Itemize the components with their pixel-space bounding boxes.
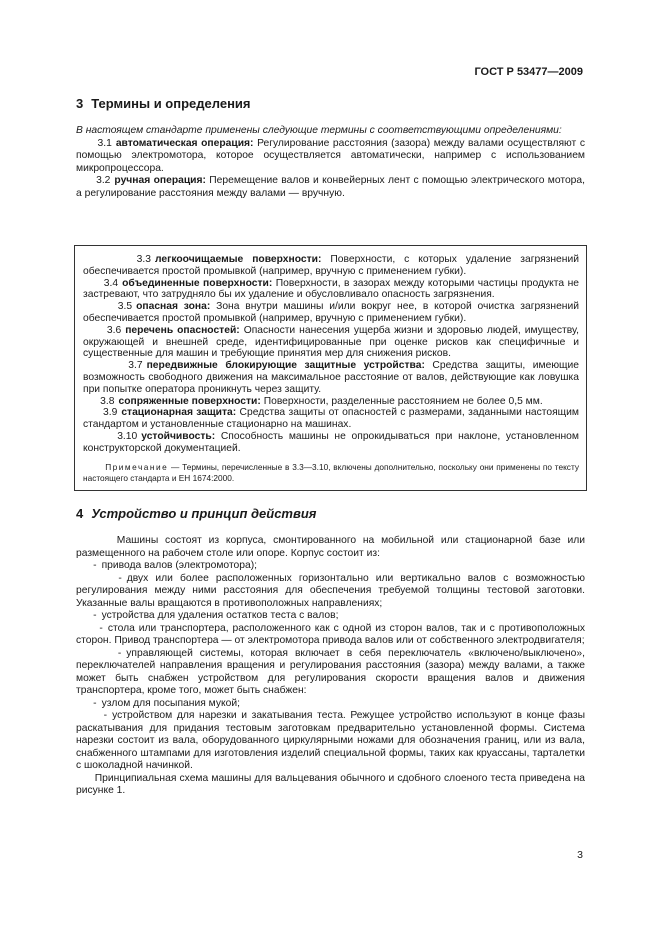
closing-text: Принципиальная схема машины для вальцевания обычного и сдобного слоеного теста приведена на рисунке 1.	[76, 772, 585, 796]
list-item: - двух или более расположенных горизонтально или вертикально валов с возможностью регулирования между ними расстояния для обеспечения требуемой толщины тестовой заготовки. Указанные валы вращаются в противоположных направлениях;	[76, 572, 586, 609]
term-number: 3.9	[102, 407, 118, 419]
document-id: ГОСТ Р 53477—2009	[474, 66, 583, 78]
term-name: перечень опасностей:	[125, 324, 240, 336]
section-3-intro: В настоящем стандарте применены следующие термины с соответствующими определениями:	[76, 125, 562, 136]
section-number: 4	[76, 506, 84, 521]
section-4-heading	[76, 506, 316, 521]
term-3-3	[83, 254, 579, 278]
list-item-text: устройством для нарезки и закатывания теста. Режущее устройство используют в конце фазы раскатывания для придания тестовым заготовкам предварительно установленной формы. Система нарезки состоит из вала, оборудованного циркулярными ножами для обозначения границ, или из вала, снабженного штампами для изготовления изделий специальной формы, таких как круассаны, тарталетки с шоколадной начинкой.	[76, 710, 585, 771]
term-definition: Зона внутри машины и/или вокруг нее, в которой очистка загрязнений обеспечивается простой промывкой (например, вручную с применением губки).	[83, 301, 579, 324]
note-label: Примечание	[105, 461, 169, 472]
list-item: - устройством для нарезки и закатывания теста. Режущее устройство используют в конце фазы раскатывания для придания тестовым заготовкам предварительно установленной формы. Система нарезки состоит из вала, оборудованного циркулярными ножами для обозначения границ, или из вала, снабженного штампами для изготовления изделий специальной формы, таких как круассаны, тарталетки с шоколадной начинкой.	[76, 710, 585, 771]
list-item: - узлом для посыпания мукой;	[93, 697, 240, 709]
term-name: автоматическая операция:	[115, 137, 254, 149]
term-number: 3.4	[103, 277, 119, 289]
term-name: ручная операция:	[114, 175, 206, 186]
term-definition: Поверхности, разделенные расстоянием не более 0,5 мм.	[260, 395, 543, 407]
term-name: стационарная защита:	[121, 407, 237, 419]
page-number: 3	[577, 849, 583, 861]
closing-paragraph	[76, 773, 585, 798]
section-title: Термины и определения	[91, 96, 251, 111]
term-name: легкоочищаемые поверхности:	[154, 254, 322, 265]
section-number: 3	[76, 96, 84, 111]
list-item-text: устройства для удаления остатков теста с валов;	[101, 610, 339, 621]
term-name: передвижные блокирующие защитные устройства:	[146, 360, 425, 372]
list-item: - привода валов (электромотора);	[93, 560, 258, 571]
term-number: 3.8	[100, 395, 115, 407]
term-name: объединенные поверхности:	[122, 277, 273, 289]
term-name: сопряженные поверхности:	[118, 395, 261, 407]
list-item: - стола или транспортера, расположенного как с одной из сторон валов, так и с противоположных сторон. Привод транспортера — от электромотора привода валов или от собственного электродвигателя;	[76, 622, 586, 646]
term-number: 3.3	[136, 254, 151, 265]
term-definition: Перемещение валов и конвейерных лент с помощью электрического мотора, а регулирование расстояния между валами — вручную.	[76, 175, 585, 199]
section-3-heading	[76, 96, 251, 111]
term-definition: Поверхности, с которых удаление загрязнений обеспечивается простой промывкой (например, вручную с применением губки).	[83, 254, 579, 277]
term-definition: Средства защиты от опасностей с размерами, заданными настоящим стандартом и установленные стационарно на машинах.	[83, 407, 579, 431]
section-4-intro	[76, 535, 585, 560]
term-number: 3.1	[97, 137, 112, 149]
term-3-9	[83, 407, 579, 431]
additional-terms-list	[83, 254, 579, 484]
term-3-2	[76, 175, 585, 200]
term-name: опасная зона:	[136, 301, 211, 313]
term-number: 3.10	[117, 430, 138, 442]
term-3-4	[83, 278, 579, 302]
term-3-6	[83, 325, 579, 360]
term-number: 3.5	[117, 301, 133, 313]
list-item-text: управляющей системы, которая включает в себя переключатель «включено/выключено», переключателей направления вращения и регулирования расстояния (зазора) между валами, а также может быть снабжен устройством для регулирования скорости вращения валов и движения транспортера, кроме того, может быть снабжен:	[76, 647, 585, 696]
term-3-8	[83, 396, 579, 408]
term-3-10	[83, 431, 579, 455]
section-4-intro-text: Машины состоят из корпуса, смонтированного на мобильной или стационарной базе или размещенного на рабочем столе или опоре. Корпус состоит из:	[76, 535, 586, 559]
additional-terms-box	[74, 245, 587, 491]
term-definition: Опасности нанесения ущерба жизни и здоровью людей, имуществу, окружающей и внешней среде, идентифицированные при оценке рисков как специфичные и существенные для машин и требующие принятия мер для снижения рисков.	[83, 324, 579, 360]
section-4-body	[76, 535, 585, 798]
list-item-text: двух или более расположенных горизонтально или вертикально валов с возможностью регулирования между ними расстояния для обеспечения требуемой толщины тестовой заготовки. Указанные валы вращаются в противоположных направлениях;	[76, 572, 586, 609]
term-definition: Способность машины не опрокидываться при наклоне, установленном конструкторской документацией.	[83, 430, 579, 454]
term-definition: Регулирование расстояния (зазора) между валами осуществляют с помощью электромотора, которое осуществляется автоматически, например с использованием микропроцессора.	[76, 137, 586, 174]
note-text: — Термины, перечисленные в 3.3—3.10, включены дополнительно, поскольку они применены по тексту настоящего стандарта и ЕН 1674:2000.	[83, 461, 579, 483]
term-definition: Поверхности, в зазорах между которыми частицы продукта не застревают, что затрудняло бы их удаление и обусловливало опасность загрязнения.	[83, 277, 580, 301]
term-number: 3.2	[96, 175, 111, 186]
term-3-7	[83, 360, 579, 395]
term-3-5	[83, 301, 579, 325]
term-3-1	[76, 138, 585, 176]
section-3-body	[76, 125, 585, 200]
term-number: 3.6	[106, 324, 122, 336]
term-number: 3.7	[128, 360, 143, 372]
term-definition: Средства защиты, имеющие возможность свободного движения на максимальное расстояние от валов, действующие как ловушка при попытке оператора проникнуть через защиту.	[83, 360, 579, 395]
term-name: устойчивость:	[141, 430, 216, 442]
note	[83, 462, 579, 484]
list-item: - устройства для удаления остатков теста с валов;	[93, 610, 339, 621]
list-item-text: стола или транспортера, расположенного как с одной из сторон валов, так и с противоположных сторон. Привод транспортера — от электромотора привода валов или от собственного электродвигателя;	[76, 622, 586, 646]
section-title: Устройство и принцип действия	[91, 506, 317, 521]
list-item-text: узлом для посыпания мукой;	[101, 697, 240, 709]
list-item-text: привода валов (электромотора);	[101, 560, 258, 571]
list-item: - управляющей системы, которая включает в себя переключатель «включено/выключено», переключателей направления вращения и регулирования расстояния (зазора) между валами, а также может быть снабжен устройством для регулирования скорости вращения валов и движения транспортера, кроме того, может быть снабжен:	[76, 647, 585, 696]
